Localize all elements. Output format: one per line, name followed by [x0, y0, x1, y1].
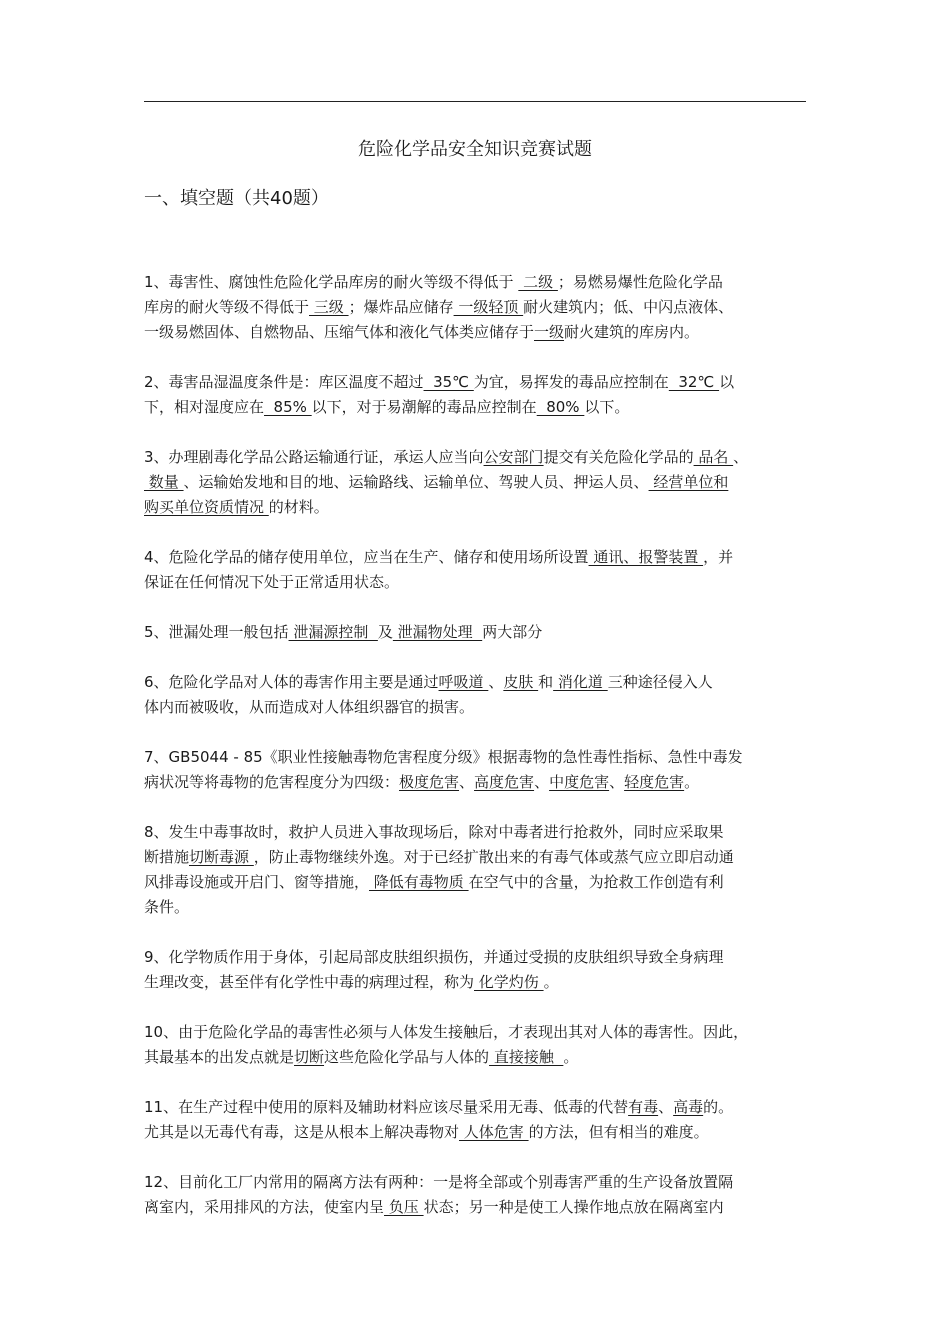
question-line [144, 270, 820, 295]
question-text: 以 [719, 373, 735, 391]
question-text: 。 [684, 773, 700, 791]
question-text: 风排毒设施或开启门、窗等措施， [144, 873, 370, 891]
question-line [144, 695, 820, 720]
question-line [144, 870, 820, 895]
answer-blank: 负压 [384, 1198, 424, 1216]
question-line [144, 820, 820, 845]
question-line [144, 1170, 820, 1195]
header-rule [144, 101, 806, 102]
answer-blank: 高毒 [673, 1098, 704, 1116]
question-text: 4、危险化学品的储存使用单位，应当在生产、储存和使用场所设置 [144, 548, 589, 566]
answer-blank: 极度危害 [399, 773, 460, 791]
answer-blank: 通讯、报警装置 [588, 548, 704, 566]
answer-blank: 切断 [294, 1048, 325, 1066]
question-text: 、 [609, 773, 625, 791]
question-line [144, 370, 820, 395]
question-5 [144, 620, 820, 645]
answer-blank: 二级 [518, 273, 558, 291]
question-line [144, 1045, 820, 1070]
question-text: 2、毒害品湿温度条件是：库区温度不超过 [144, 373, 424, 391]
question-9 [144, 945, 820, 995]
question-6 [144, 670, 820, 720]
question-text: 的。 [703, 1098, 734, 1116]
question-line [144, 970, 820, 995]
question-text: 7、GB5044 - 85《职业性接触毒物危害程度分级》根据毒物的急性毒性指标、急性中毒发 [144, 748, 743, 766]
question-line [144, 445, 820, 470]
question-text: 12、目前化工厂内常用的隔离方法有两种：一是将全部或个别毒害严重的生产设备放置隔 [144, 1173, 734, 1191]
question-line [144, 670, 820, 695]
question-1 [144, 270, 820, 345]
question-text: 体内而被吸收，从而造成对人体组织器官的损害。 [144, 698, 475, 716]
answer-blank: 公安部门 [483, 448, 544, 466]
question-line [144, 945, 820, 970]
question-text: 库房的耐火等级不得低于 [144, 298, 310, 316]
question-text: 和 [538, 673, 554, 691]
question-text: 的材料。 [268, 498, 329, 516]
question-text: 9、化学物质作用于身体，引起局部皮肤组织损伤，并通过受损的皮肤组织导致全身病理 [144, 948, 724, 966]
answer-blank: 呼吸道 [438, 673, 489, 691]
question-text: 1、毒害性、腐蚀性危险化学品库房的耐火等级不得低于 [144, 273, 519, 291]
answer-blank: 直接接触 [489, 1048, 564, 1066]
question-text: 10、由于危险化学品的毒害性必须与人体发生接触后，才表现出其对人体的毒害性。因此， [144, 1023, 749, 1041]
question-text: 以下，对于易潮解的毒品应控制在 [311, 398, 537, 416]
question-text: 6、危险化学品对人体的毒害作用主要是通过 [144, 673, 439, 691]
document-title: 危险化学品安全知识竞赛试题 [358, 139, 592, 160]
question-2 [144, 370, 820, 420]
question-text: 为宜，易挥发的毒品应控制在 [473, 373, 669, 391]
question-line [144, 620, 820, 645]
question-8 [144, 820, 820, 920]
answer-blank: 三级 [309, 298, 349, 316]
question-3 [144, 445, 820, 520]
question-text: ，并 [703, 548, 734, 566]
answer-blank: 中度危害 [549, 773, 610, 791]
section-heading-fill-in-blank: 一、填空题（共40题） [144, 188, 329, 209]
question-10 [144, 1020, 820, 1070]
question-text: 生理改变，甚至伴有化学性中毒的病理过程，称为 [144, 973, 475, 991]
answer-blank: 85% [264, 398, 312, 416]
answer-blank: 一级轻顶 [453, 298, 524, 316]
question-line [144, 320, 820, 345]
question-text: 下，相对湿度应在 [144, 398, 265, 416]
question-text: 、 [488, 673, 504, 691]
question-text: 断措施 [144, 848, 190, 866]
answer-blank: 切断毒源 [189, 848, 254, 866]
answer-blank: 32℃ [668, 373, 720, 391]
answer-blank: 购买单位资质情况 [144, 498, 269, 516]
question-line [144, 770, 820, 795]
question-text: 状态；另一种是使工人操作地点放在隔离室内 [423, 1198, 724, 1216]
answer-blank: 轻度危害 [624, 773, 685, 791]
question-text: ；爆炸品应储存 [348, 298, 454, 316]
question-line [144, 895, 820, 920]
question-text: 。 [543, 973, 559, 991]
question-line [144, 1095, 820, 1120]
question-text: 尤其是以无毒代有毒，这是从根本上解决毒物对 [144, 1123, 460, 1141]
question-text: 其最基本的出发点就是 [144, 1048, 295, 1066]
answer-blank: 降低有毒物质 [369, 873, 469, 891]
answer-blank: 高度危害 [474, 773, 535, 791]
question-line [144, 545, 820, 570]
question-text: 8、发生中毒事故时，救护人员进入事故现场后，除对中毒者进行抢救外，同时应采取果 [144, 823, 724, 841]
question-text: 11、在生产过程中使用的原料及辅助材料应该尽量采用无毒、低毒的代替 [144, 1098, 629, 1116]
answer-blank: 品名 [693, 448, 734, 466]
question-text: 病状况等将毒物的危害程度分为四级： [144, 773, 400, 791]
question-7 [144, 745, 820, 795]
question-text: 离室内，采用排风的方法，使室内呈 [144, 1198, 385, 1216]
question-line [144, 1020, 820, 1045]
question-text: 耐火建筑的库房内。 [564, 323, 700, 341]
question-text: 耐火建筑内；低、中闪点液体、 [523, 298, 734, 316]
answer-blank: 35℃ [423, 373, 474, 391]
question-line [144, 570, 820, 595]
question-text: 、 [459, 773, 475, 791]
question-11 [144, 1095, 820, 1145]
question-4 [144, 545, 820, 595]
question-line [144, 1195, 820, 1220]
answer-blank: 泄漏物处理 [392, 623, 483, 641]
question-text: 以下。 [584, 398, 630, 416]
answer-blank: 数量 [144, 473, 184, 491]
question-text: 。 [563, 1048, 579, 1066]
question-line [144, 470, 820, 495]
question-text: ，防止毒物继续外逸。对于已经扩散出来的有毒气体或蒸气应立即启动通 [253, 848, 734, 866]
question-text: 在空气中的含量，为抢救工作创造有利 [468, 873, 724, 891]
question-line [144, 845, 820, 870]
question-text: 3、办理剧毒化学品公路运输通行证，承运人应当向 [144, 448, 484, 466]
answer-blank: 皮肤 [503, 673, 539, 691]
question-text: ；易燃易爆性危险化学品 [557, 273, 723, 291]
question-text: 及 [377, 623, 393, 641]
question-text: 、运输始发地和目的地、运输路线、运输单位、驾驶人员、押运人员、 [183, 473, 649, 491]
question-line [144, 1120, 820, 1145]
answer-blank: 经营单位和 [648, 473, 729, 491]
question-text: 的方法，但有相当的难度。 [528, 1123, 709, 1141]
question-text: 、 [658, 1098, 674, 1116]
question-line [144, 495, 820, 520]
question-text: 、 [733, 448, 749, 466]
question-text: 三种途径侵入人 [607, 673, 713, 691]
answer-blank: 有毒 [628, 1098, 659, 1116]
question-line [144, 745, 820, 770]
answer-blank: 消化道 [553, 673, 608, 691]
question-text: 一级易燃固体、自燃物品、压缩气体和液化气体类应储存于 [144, 323, 535, 341]
question-line [144, 395, 820, 420]
answer-blank: 80% [536, 398, 585, 416]
question-text: 条件。 [144, 898, 190, 916]
question-12 [144, 1170, 820, 1220]
answer-blank: 人体危害 [459, 1123, 529, 1141]
question-line [144, 295, 820, 320]
question-text: 这些危险化学品与人体的 [324, 1048, 490, 1066]
question-text: 5、泄漏处理一般包括 [144, 623, 289, 641]
question-text: 、 [534, 773, 550, 791]
question-text: 保证在任何情况下处于正常适用状态。 [144, 573, 400, 591]
question-text: 两大部分 [482, 623, 543, 641]
question-text: 提交有关危险化学品的 [543, 448, 694, 466]
answer-blank: 化学灼伤 [474, 973, 544, 991]
answer-blank: 泄漏源控制 [288, 623, 378, 641]
answer-blank: 一级 [534, 323, 565, 341]
